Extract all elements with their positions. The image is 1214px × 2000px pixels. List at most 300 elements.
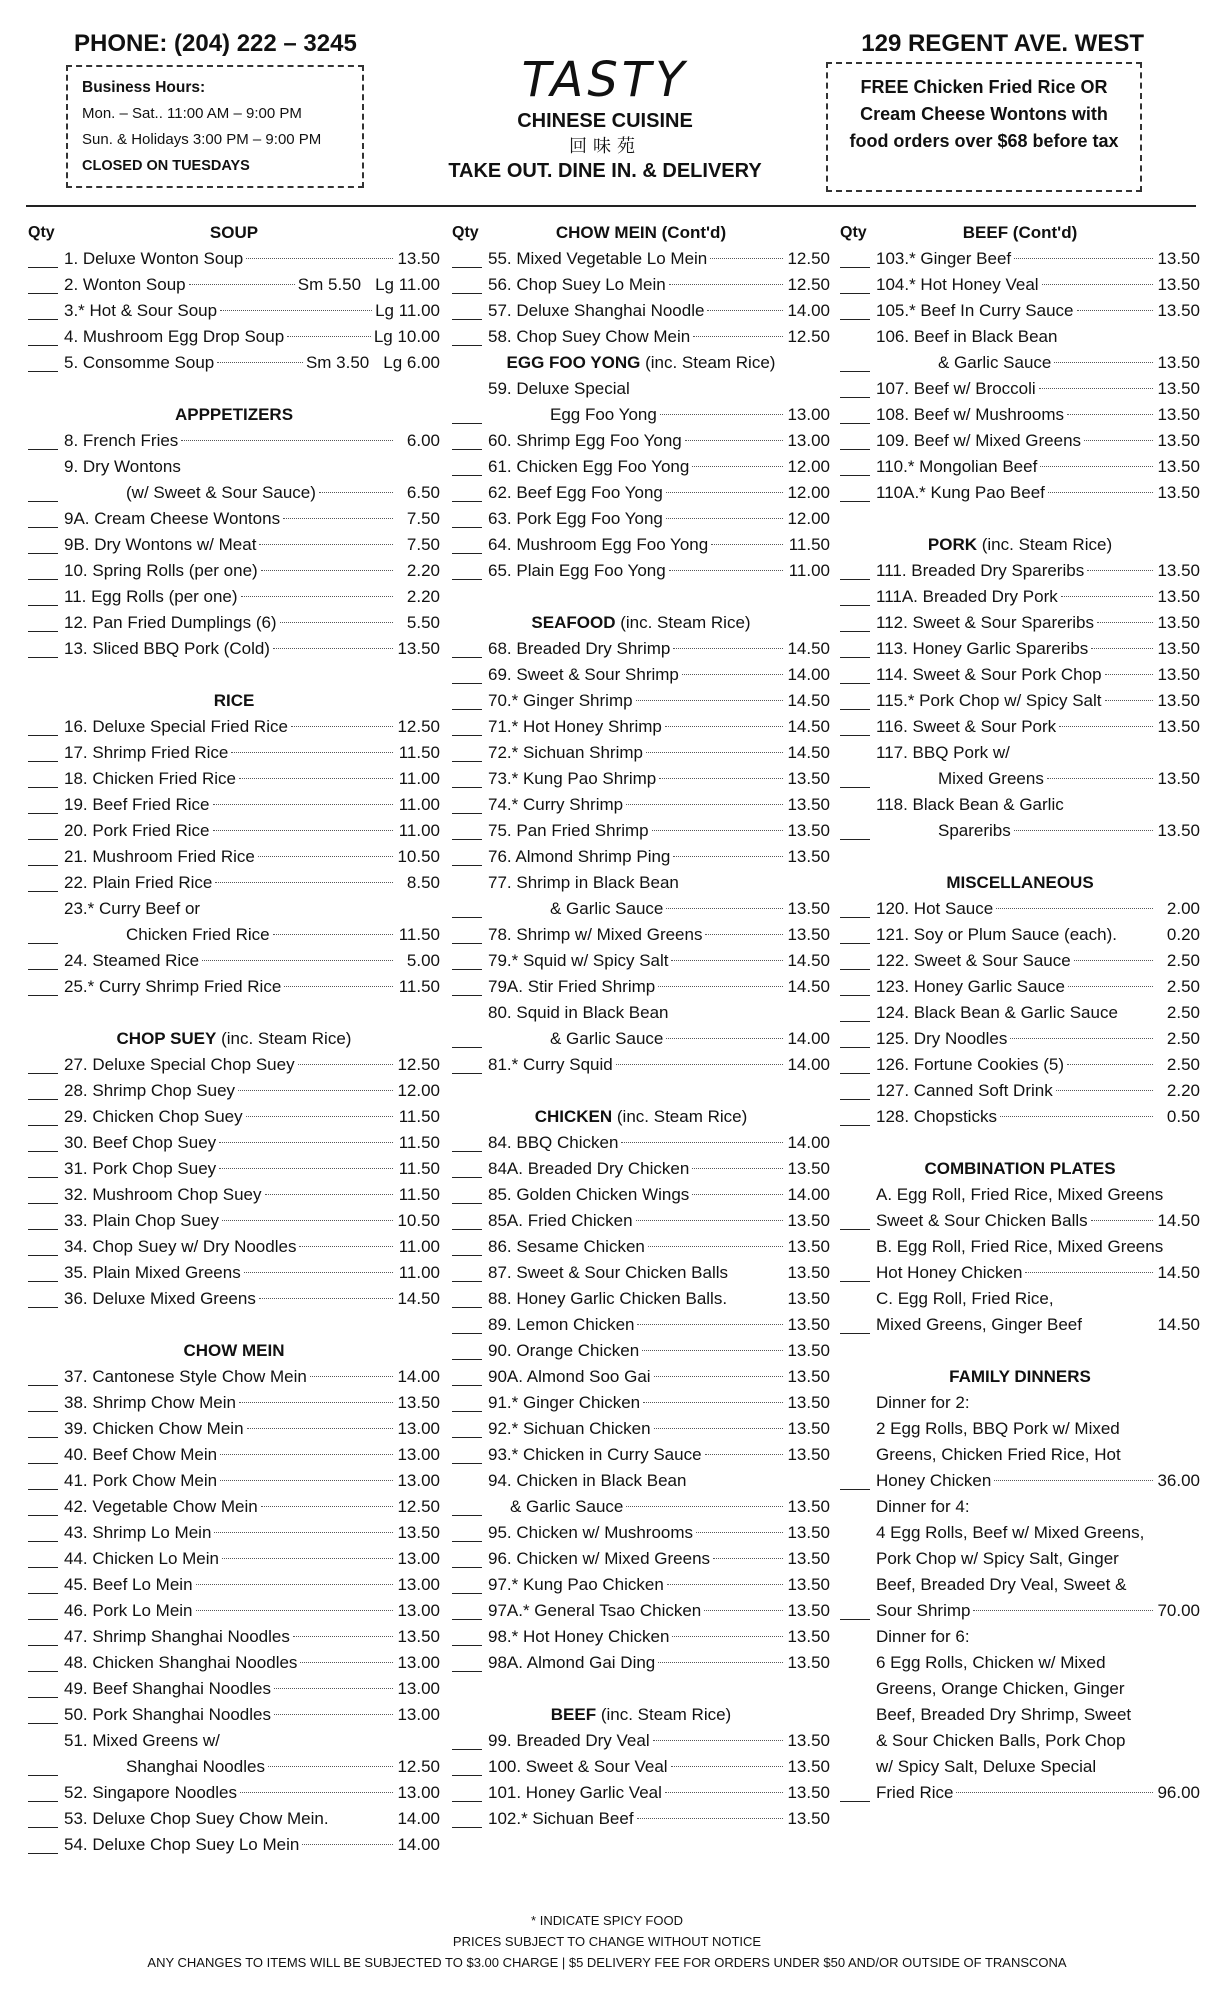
menu-item-text <box>876 584 1200 610</box>
qty-input[interactable] <box>28 1307 58 1308</box>
qty-input[interactable] <box>28 1645 58 1646</box>
qty-input[interactable] <box>452 813 482 814</box>
item-price: 14.00 <box>397 1367 440 1386</box>
item-name: C. Egg Roll, Fried Rice, <box>876 1289 1054 1308</box>
qty-input[interactable] <box>28 995 58 996</box>
leader-dots <box>299 1246 393 1247</box>
charges-note: ANY CHANGES TO ITEMS WILL BE SUBJECTED TO $3.00 CHARGE | $5 DELIVERY FEE FOR ORDERS UNDER $50 AND/OR OUTSIDE OF TRANSCONA <box>147 1955 1067 1970</box>
menu-item-text <box>876 1260 1200 1286</box>
qty-input[interactable] <box>28 1827 58 1828</box>
item-name: 96. Chicken w/ Mixed Greens <box>488 1549 711 1568</box>
item-price: 13.50 <box>787 1237 830 1256</box>
item-price: 14.00 <box>787 1055 830 1074</box>
menu-item-text <box>488 688 830 714</box>
menu-item-text <box>876 740 1200 766</box>
menu-item-text <box>488 740 830 766</box>
leader-dots <box>673 648 783 649</box>
qty-input[interactable] <box>28 1723 58 1724</box>
qty-input[interactable] <box>452 1801 482 1802</box>
item-price: 13.50 <box>1157 587 1200 606</box>
item-name: & Sour Chicken Balls, Pork Chop <box>876 1731 1126 1750</box>
item-name: 21. Mushroom Fried Rice <box>64 847 255 866</box>
menu-item-text <box>876 1234 1200 1260</box>
qty-input[interactable] <box>840 683 870 684</box>
qty-input[interactable] <box>28 1437 58 1438</box>
chinese-name: 回味苑 <box>569 136 641 156</box>
qty-input[interactable] <box>840 1619 870 1620</box>
qty-input[interactable] <box>452 1775 482 1776</box>
menu-item-text <box>64 1390 440 1416</box>
item-name: 125. Dry Noodles <box>876 1029 1008 1048</box>
qty-input[interactable] <box>452 735 482 736</box>
qty-input[interactable] <box>840 1047 870 1048</box>
qty-input[interactable] <box>840 475 870 476</box>
menu-item-text <box>876 1728 1200 1754</box>
menu-item-line <box>452 1468 830 1494</box>
qty-input[interactable] <box>840 657 870 658</box>
menu-item <box>28 1546 440 1572</box>
qty-input[interactable] <box>452 1151 482 1152</box>
qty-input[interactable] <box>840 943 870 944</box>
qty-input[interactable] <box>452 423 482 424</box>
item-name: 74.* Curry Shrimp <box>488 795 624 814</box>
menu-item-text <box>876 1572 1200 1598</box>
qty-input[interactable] <box>28 449 58 450</box>
menu-item <box>28 324 440 350</box>
qty-input[interactable] <box>840 579 870 580</box>
menu-item <box>28 1130 440 1156</box>
qty-input[interactable] <box>840 397 870 398</box>
menu-item-text <box>488 246 830 272</box>
qty-input[interactable] <box>28 1671 58 1672</box>
qty-input[interactable] <box>452 1333 482 1334</box>
item-name: 118. Black Bean & Garlic <box>876 795 1064 814</box>
qty-input[interactable] <box>840 631 870 632</box>
leader-dots <box>658 1662 783 1663</box>
item-price: 13.50 <box>787 1419 830 1438</box>
leader-dots <box>1054 362 1153 363</box>
item-name: 63. Pork Egg Foo Yong <box>488 509 663 528</box>
qty-input[interactable] <box>28 1411 58 1412</box>
qty-input[interactable] <box>28 761 58 762</box>
menu-item-text <box>876 246 1200 272</box>
qty-input[interactable] <box>840 1021 870 1022</box>
menu-item-line <box>840 1182 1200 1208</box>
item-name: 99. Breaded Dry Veal <box>488 1731 650 1750</box>
qty-input[interactable] <box>452 1749 482 1750</box>
item-name: Mixed Greens <box>938 769 1044 788</box>
qty-input[interactable] <box>840 1801 870 1802</box>
item-price: 14.50 <box>787 691 830 710</box>
item-name: 95. Chicken w/ Mushrooms <box>488 1523 694 1542</box>
item-price: 14.00 <box>787 1133 830 1152</box>
menu-item <box>28 974 440 1000</box>
menu-item <box>28 1702 440 1728</box>
qty-input[interactable] <box>28 1125 58 1126</box>
menu-item <box>840 558 1200 584</box>
qty-input[interactable] <box>452 1281 482 1282</box>
qty-input[interactable] <box>452 1619 482 1620</box>
cuisine-label: CHINESE CUISINE <box>517 110 693 132</box>
menu-item-text <box>876 662 1200 688</box>
leader-dots <box>671 1766 783 1767</box>
leader-dots <box>636 1220 783 1221</box>
menu-item-text <box>64 532 440 558</box>
qty-input[interactable] <box>452 1671 482 1672</box>
leader-dots <box>268 1766 393 1767</box>
qty-input[interactable] <box>28 371 58 372</box>
qty-input[interactable] <box>452 1437 482 1438</box>
item-name: 60. Shrimp Egg Foo Yong <box>488 431 682 450</box>
business-hours-box <box>66 65 364 188</box>
qty-input[interactable] <box>452 1645 482 1646</box>
menu-item-text <box>488 818 830 844</box>
menu-item-line <box>840 1754 1200 1780</box>
menu-item <box>452 688 830 714</box>
qty-input[interactable] <box>452 501 482 502</box>
qty-input[interactable] <box>452 553 482 554</box>
item-name: 117. BBQ Pork w/ <box>876 743 1010 762</box>
item-name: 5. Consomme Soup <box>64 353 215 372</box>
qty-input[interactable] <box>28 501 58 502</box>
qty-input[interactable] <box>840 423 870 424</box>
qty-input[interactable] <box>28 1489 58 1490</box>
leader-dots <box>693 336 783 337</box>
qty-input[interactable] <box>28 631 58 632</box>
menu-item-text <box>64 1806 440 1832</box>
item-price: 13.50 <box>787 1809 830 1828</box>
qty-input[interactable] <box>452 1567 482 1568</box>
menu-item-line <box>840 1728 1200 1754</box>
item-name: 61. Chicken Egg Foo Yong <box>488 457 690 476</box>
qty-input[interactable] <box>452 1203 482 1204</box>
item-price: 13.50 <box>787 1627 830 1646</box>
qty-input[interactable] <box>28 943 58 944</box>
qty-input[interactable] <box>840 1073 870 1074</box>
qty-input[interactable] <box>840 1489 870 1490</box>
qty-input[interactable] <box>840 1281 870 1282</box>
menu-item-text <box>64 1780 440 1806</box>
menu-item <box>452 974 830 1000</box>
qty-input[interactable] <box>28 1281 58 1282</box>
section-title: MISCELLANEOUS <box>946 873 1094 892</box>
menu-item <box>28 948 440 974</box>
qty-input[interactable] <box>840 969 870 970</box>
menu-item-text <box>488 1338 830 1364</box>
qty-input[interactable] <box>840 371 870 372</box>
qty-input[interactable] <box>840 917 870 918</box>
item-name: 115.* Pork Chop w/ Spicy Salt <box>876 691 1102 710</box>
item-name: 22. Plain Fried Rice <box>64 873 213 892</box>
qty-input[interactable] <box>28 553 58 554</box>
qty-input[interactable] <box>28 839 58 840</box>
item-name: Greens, Chicken Fried Rice, Hot <box>876 1445 1121 1464</box>
item-name: 1. Deluxe Wonton Soup <box>64 249 244 268</box>
leader-dots <box>214 1532 393 1533</box>
qty-input[interactable] <box>28 1229 58 1230</box>
menu-item-text <box>64 1728 440 1754</box>
qty-input[interactable] <box>840 1125 870 1126</box>
menu-item-line <box>28 454 440 480</box>
qty-input[interactable] <box>840 449 870 450</box>
qty-input[interactable] <box>452 787 482 788</box>
menu-item-text <box>64 272 440 298</box>
menu-item-text <box>64 1624 440 1650</box>
menu-item <box>452 428 830 454</box>
item-small-price: Sm 5.50 <box>297 275 362 294</box>
qty-input[interactable] <box>28 293 58 294</box>
item-name: 75. Pan Fried Shrimp <box>488 821 649 840</box>
qty-input[interactable] <box>28 1255 58 1256</box>
qty-input[interactable] <box>28 1099 58 1100</box>
leader-dots <box>673 856 783 857</box>
qty-input[interactable] <box>452 1593 482 1594</box>
menu-item <box>452 1182 830 1208</box>
menu-item-text <box>488 766 830 792</box>
menu-item <box>840 818 1200 844</box>
qty-input[interactable] <box>452 345 482 346</box>
menu-item-text <box>488 1442 830 1468</box>
menu-item <box>452 1572 830 1598</box>
menu-item-text <box>876 1780 1200 1806</box>
leader-dots <box>293 1636 393 1637</box>
menu-item <box>452 792 830 818</box>
qty-input[interactable] <box>28 865 58 866</box>
item-price: 11.50 <box>398 743 440 762</box>
item-price: 96.00 <box>1157 1783 1200 1802</box>
qty-input[interactable] <box>840 1229 870 1230</box>
item-price: 13.50 <box>1157 613 1200 632</box>
qty-input[interactable] <box>840 839 870 840</box>
qty-input[interactable] <box>28 1619 58 1620</box>
qty-input[interactable] <box>452 527 482 528</box>
leader-dots <box>274 1714 393 1715</box>
leader-dots <box>653 1740 783 1741</box>
menu-item-text <box>876 922 1200 948</box>
qty-input[interactable] <box>452 1385 482 1386</box>
qty-input[interactable] <box>452 917 482 918</box>
leader-dots <box>1091 1220 1153 1221</box>
qty-input[interactable] <box>28 527 58 528</box>
qty-input[interactable] <box>840 787 870 788</box>
qty-input[interactable] <box>840 995 870 996</box>
qty-input[interactable] <box>28 1567 58 1568</box>
qty-input[interactable] <box>28 1775 58 1776</box>
menu-item <box>452 1338 830 1364</box>
leader-dots <box>1048 492 1153 493</box>
menu-item-text <box>126 922 440 948</box>
leader-dots <box>258 856 393 857</box>
qty-input[interactable] <box>840 267 870 268</box>
qty-input[interactable] <box>452 319 482 320</box>
leader-dots <box>265 1194 394 1195</box>
item-price: 12.50 <box>397 1497 440 1516</box>
menu-item <box>840 350 1200 376</box>
qty-input[interactable] <box>452 865 482 866</box>
menu-item-text <box>876 1026 1200 1052</box>
menu-item-text <box>488 1182 830 1208</box>
item-name: 70.* Ginger Shrimp <box>488 691 633 710</box>
qty-input[interactable] <box>28 1463 58 1464</box>
item-name: 107. Beef w/ Broccoli <box>876 379 1036 398</box>
item-name: 27. Deluxe Special Chop Suey <box>64 1055 295 1074</box>
item-name: 25.* Curry Shrimp Fried Rice <box>64 977 282 996</box>
menu-item <box>840 1208 1200 1234</box>
item-name: 2 Egg Rolls, BBQ Pork w/ Mixed <box>876 1419 1120 1438</box>
qty-input[interactable] <box>28 1177 58 1178</box>
qty-input[interactable] <box>28 1541 58 1542</box>
qty-input[interactable] <box>452 709 482 710</box>
qty-input[interactable] <box>452 761 482 762</box>
menu-item <box>452 1208 830 1234</box>
item-name: 24. Steamed Rice <box>64 951 200 970</box>
menu-item-line <box>840 1520 1200 1546</box>
item-price: 2.20 <box>406 587 440 606</box>
menu-item <box>840 766 1200 792</box>
qty-input[interactable] <box>28 735 58 736</box>
item-name: Mixed Greens, Ginger Beef <box>876 1315 1082 1334</box>
qty-input[interactable] <box>452 449 482 450</box>
qty-input[interactable] <box>452 1255 482 1256</box>
qty-input[interactable] <box>452 1073 482 1074</box>
qty-input[interactable] <box>28 1515 58 1516</box>
qty-input[interactable] <box>452 1515 482 1516</box>
menu-item <box>840 298 1200 324</box>
qty-input[interactable] <box>28 579 58 580</box>
qty-input[interactable] <box>452 1307 482 1308</box>
qty-input[interactable] <box>840 1099 870 1100</box>
qty-input[interactable] <box>452 267 482 268</box>
qty-input[interactable] <box>452 943 482 944</box>
qty-input[interactable] <box>28 267 58 268</box>
item-name: 93.* Chicken in Curry Sauce <box>488 1445 702 1464</box>
services-label: TAKE OUT. DINE IN. & DELIVERY <box>448 160 762 182</box>
item-name: & Garlic Sauce <box>510 1497 624 1516</box>
qty-input[interactable] <box>28 787 58 788</box>
section-header <box>452 1702 830 1728</box>
qty-input[interactable] <box>28 891 58 892</box>
menu-item-text <box>64 896 440 922</box>
menu-item <box>28 428 440 454</box>
qty-input[interactable] <box>452 1411 482 1412</box>
qty-input[interactable] <box>28 1203 58 1204</box>
qty-input[interactable] <box>28 813 58 814</box>
menu-item <box>28 246 440 272</box>
qty-input[interactable] <box>452 1541 482 1542</box>
qty-input[interactable] <box>28 1697 58 1698</box>
qty-input[interactable] <box>840 501 870 502</box>
qty-input[interactable] <box>452 1229 482 1230</box>
qty-input[interactable] <box>28 969 58 970</box>
leader-dots <box>1061 596 1153 597</box>
qty-input[interactable] <box>840 293 870 294</box>
leader-dots <box>181 440 393 441</box>
item-name: 68. Breaded Dry Shrimp <box>488 639 671 658</box>
menu-item <box>28 1260 440 1286</box>
menu-item-text <box>64 1052 440 1078</box>
item-price: 13.50 <box>787 1211 830 1230</box>
menu-item-text <box>488 948 830 974</box>
menu-item-text <box>64 610 440 636</box>
qty-input[interactable] <box>840 319 870 320</box>
item-price: 11.50 <box>398 1159 440 1178</box>
qty-input[interactable] <box>452 969 482 970</box>
qty-input[interactable] <box>28 1073 58 1074</box>
qty-input[interactable] <box>452 579 482 580</box>
item-name: 36. Deluxe Mixed Greens <box>64 1289 256 1308</box>
promo-text: FREE Chicken Fried Rice OR Cream Cheese Wontons with food orders over $68 before tax <box>849 77 1119 151</box>
qty-input[interactable] <box>28 1151 58 1152</box>
leader-dots <box>704 1610 783 1611</box>
item-price: 13.50 <box>787 1731 830 1750</box>
qty-input[interactable] <box>28 345 58 346</box>
spacer <box>452 1078 830 1104</box>
menu-item <box>840 636 1200 662</box>
qty-input[interactable] <box>840 605 870 606</box>
qty-input[interactable] <box>28 657 58 658</box>
item-price: 13.50 <box>787 1523 830 1542</box>
leader-dots <box>646 752 783 753</box>
menu-item <box>28 766 440 792</box>
menu-item-text <box>938 818 1200 844</box>
qty-input[interactable] <box>452 995 482 996</box>
qty-input[interactable] <box>840 709 870 710</box>
item-name: Sour Shrimp <box>876 1601 971 1620</box>
qty-input[interactable] <box>28 1853 58 1854</box>
item-name: 9. Dry Wontons <box>64 457 181 476</box>
menu-item-text <box>876 974 1200 1000</box>
qty-input[interactable] <box>28 319 58 320</box>
phone-number[interactable]: PHONE: (204) 222 – 3245 <box>74 30 357 57</box>
qty-input[interactable] <box>28 605 58 606</box>
leader-dots <box>239 1402 393 1403</box>
item-name: 112. Sweet & Sour Spareribs <box>876 613 1094 632</box>
menu-item <box>28 1416 440 1442</box>
qty-input[interactable] <box>840 735 870 736</box>
qty-input[interactable] <box>452 475 482 476</box>
item-name: 126. Fortune Cookies (5) <box>876 1055 1065 1074</box>
item-name: & Garlic Sauce <box>550 899 664 918</box>
qty-input[interactable] <box>452 657 482 658</box>
item-name: 13. Sliced BBQ Pork (Cold) <box>64 639 270 658</box>
leader-dots <box>637 1324 783 1325</box>
leader-dots <box>202 960 393 961</box>
item-price: 14.50 <box>787 743 830 762</box>
item-name: & Garlic Sauce <box>550 1029 664 1048</box>
qty-input[interactable] <box>452 839 482 840</box>
leader-dots <box>707 310 783 311</box>
item-name: 41. Pork Chow Mein <box>64 1471 218 1490</box>
qty-input[interactable] <box>28 1385 58 1386</box>
qty-input[interactable] <box>452 1177 482 1178</box>
leader-dots <box>637 1818 783 1819</box>
qty-input[interactable] <box>840 1333 870 1334</box>
qty-input[interactable] <box>452 293 482 294</box>
qty-input[interactable] <box>452 1827 482 1828</box>
qty-input[interactable] <box>28 1801 58 1802</box>
item-name: 20. Pork Fried Rice <box>64 821 210 840</box>
item-name: 31. Pork Chop Suey <box>64 1159 217 1178</box>
menu-item-text <box>64 1832 440 1858</box>
qty-input[interactable] <box>452 1359 482 1360</box>
item-name: 10. Spring Rolls (per one) <box>64 561 258 580</box>
qty-input[interactable] <box>452 683 482 684</box>
menu-item-text <box>64 1494 440 1520</box>
qty-input[interactable] <box>28 1593 58 1594</box>
menu-item <box>840 376 1200 402</box>
qty-input[interactable] <box>452 1047 482 1048</box>
qty-input[interactable] <box>452 1463 482 1464</box>
